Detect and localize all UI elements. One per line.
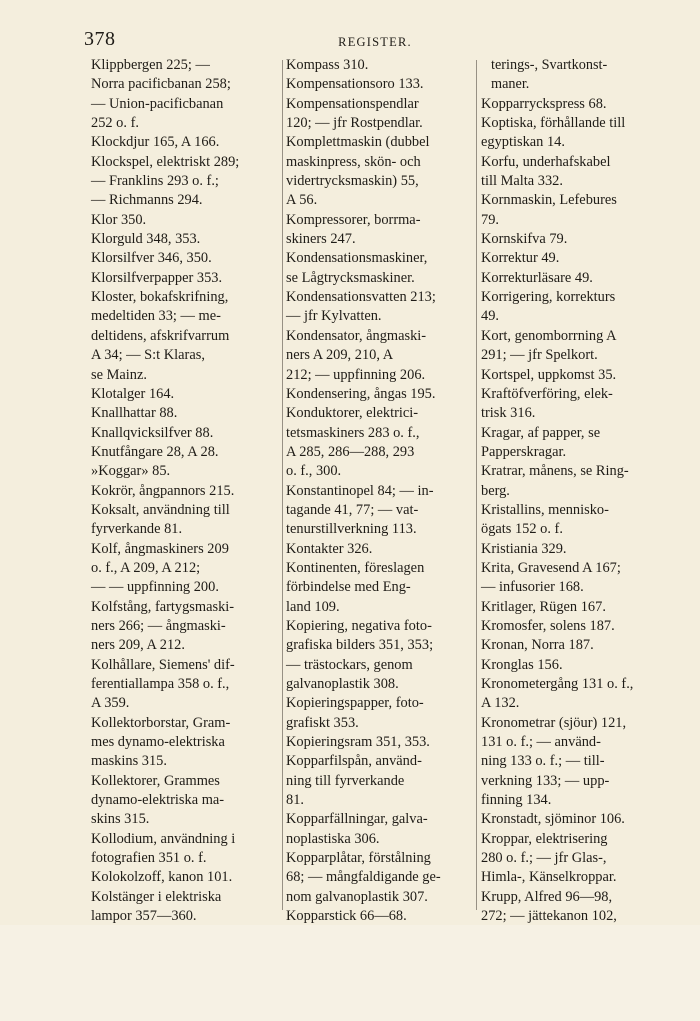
- index-entry: [286, 75, 474, 94]
- index-entry: [481, 462, 672, 501]
- entry-line: A 132.: [481, 695, 520, 712]
- entry-line: Kompass 310.: [286, 57, 369, 73]
- entry-line: Klorsilfver 346, 350.: [91, 250, 212, 267]
- index-entry: [481, 366, 672, 385]
- entry-line: tagande 41, 77; — vat-: [286, 501, 419, 518]
- entry-line: lampor 357—360.: [91, 908, 197, 925]
- entry-line: ning 133 o. f.; — till-: [481, 753, 605, 770]
- entry-line: — infusorier 168.: [481, 579, 584, 596]
- index-entry: [481, 114, 672, 153]
- entry-line: terings-, Svartkonst-: [491, 57, 608, 73]
- entry-line: vidertrycksmaskin) 55,: [286, 173, 419, 190]
- entry-line: ferentiallampa 358 o. f.,: [91, 676, 230, 692]
- entry-line: Knallqvicksilfver 88.: [91, 424, 214, 441]
- index-entry: [481, 95, 672, 114]
- entry-line: tetsmaskiners 283 o. f.,: [286, 424, 420, 441]
- entry-line: Kokrör, ångpannors 215.: [91, 482, 235, 499]
- entry-line: se Mainz.: [91, 366, 147, 383]
- entry-line: Kollektorborstar, Gram-: [91, 714, 231, 731]
- index-entry: [91, 153, 276, 211]
- entry-line: Krupp, Alfred 96—98,: [481, 888, 613, 905]
- entry-line: Kopieringspapper, foto-: [286, 695, 424, 712]
- index-entry: [286, 617, 474, 694]
- entry-line: Kontakter 326.: [286, 540, 373, 557]
- index-entry: [286, 133, 474, 210]
- index-entry: [286, 56, 474, 75]
- entry-line: Kopparstick 66—68.: [286, 908, 407, 925]
- entry-line: Korfu, underhafskabel: [481, 153, 611, 170]
- index-entry: [286, 385, 474, 404]
- entry-line: Klorsilfverpapper 353.: [91, 269, 223, 286]
- entry-line: ning till fyrverkande: [286, 772, 405, 789]
- entry-line: fotografien 351 o. f.: [91, 850, 207, 867]
- index-entry: [481, 288, 672, 327]
- entry-line: Knallhattar 88.: [91, 405, 178, 422]
- entry-line: 280 o. f.; — jfr Glas-,: [481, 850, 607, 867]
- index-entry: [91, 462, 276, 481]
- entry-line: Kronometrar (sjöur) 121,: [481, 714, 627, 731]
- index-entry: [91, 830, 276, 869]
- entry-line: Kristallins, mennisko-: [481, 501, 609, 518]
- entry-line: ners A 209, 210, A: [286, 347, 394, 364]
- entry-line: A 56.: [286, 192, 318, 209]
- entry-line: Kolstänger i elektriska: [91, 888, 222, 905]
- index-entry: [91, 482, 276, 501]
- entry-line: grafiska bilders 351, 353;: [286, 637, 434, 654]
- index-entry: [481, 559, 672, 598]
- index-column-3: [481, 56, 672, 925]
- index-entry: [286, 907, 474, 926]
- entry-line: Kolokolzoff, kanon 101.: [91, 869, 233, 886]
- index-entry: [286, 559, 474, 617]
- entry-line: Kronstadt, sjöminor 106.: [481, 811, 625, 828]
- index-entry: [286, 752, 474, 810]
- index-entry: [91, 230, 276, 249]
- page-bottom-margin: [0, 925, 700, 1021]
- index-entry: [481, 636, 672, 655]
- index-entry: [286, 327, 474, 385]
- entry-line: 120; — jfr Rostpendlar.: [286, 115, 423, 132]
- index-entry: [91, 598, 276, 656]
- index-entry: [481, 598, 672, 617]
- entry-line: Kronometergång 131 o. f.,: [481, 676, 634, 692]
- entry-line: 79.: [481, 211, 499, 228]
- entry-line: finning 134.: [481, 792, 552, 809]
- entry-line: ögats 152 o. f.: [481, 521, 563, 538]
- entry-line: dynamo-elektriska ma-: [91, 792, 225, 809]
- entry-line: Klockdjur 165, A 166.: [91, 134, 220, 151]
- entry-line: Kragar, af papper, se: [481, 424, 601, 441]
- index-entry: [481, 656, 672, 675]
- entry-line: Kondensationsvatten 213;: [286, 289, 436, 306]
- entry-line: Korrekturläsare 49.: [481, 269, 593, 286]
- entry-line: Kopparplåtar, förstålning: [286, 850, 431, 867]
- entry-line: »Koggar» 85.: [91, 463, 171, 480]
- entry-line: ners 266; — ångmaski-: [91, 617, 226, 634]
- entry-line: skins 315.: [91, 811, 150, 828]
- entry-line: Koptiska, förhållande till: [481, 115, 626, 132]
- entry-line: — Richmanns 294.: [91, 192, 203, 209]
- index-entry: [286, 482, 474, 540]
- entry-line: Kratrar, månens, se Ring-: [481, 463, 629, 480]
- entry-line: Klor 350.: [91, 211, 147, 228]
- entry-line: A 285, 286—288, 293: [286, 443, 415, 460]
- entry-line: 252 o. f.: [91, 115, 139, 132]
- index-entry: [481, 230, 672, 249]
- entry-line: Kristiania 329.: [481, 540, 567, 557]
- column-divider: [282, 60, 283, 910]
- entry-line: Konduktorer, elektrici-: [286, 405, 419, 422]
- entry-line: se Lågtrycksmaskiner.: [286, 269, 415, 286]
- entry-line: Klotalger 164.: [91, 385, 175, 402]
- entry-line: Kort, genomborrning A: [481, 327, 617, 344]
- entry-line: Kolfstång, fartygsmaski-: [91, 598, 235, 615]
- entry-line: Kroppar, elektrisering: [481, 830, 608, 847]
- entry-line: verkning 133; — upp-: [481, 772, 610, 789]
- entry-line: A 359.: [91, 695, 130, 712]
- entry-line: Konstantinopel 84; — in-: [286, 482, 434, 499]
- entry-line: Kornmaskin, Lefebures: [481, 192, 617, 209]
- entry-line: Korrigering, korrekturs: [481, 289, 616, 306]
- index-entry: [481, 714, 672, 811]
- index-entry: [481, 501, 672, 540]
- index-entry: [286, 733, 474, 752]
- entry-line: grafiskt 353.: [286, 714, 359, 731]
- entry-line: Kopieringsram 351, 353.: [286, 734, 430, 751]
- entry-line: land 109.: [286, 598, 340, 615]
- index-entry: [91, 540, 276, 598]
- entry-line: — — uppfinning 200.: [91, 579, 219, 596]
- index-entry: [481, 153, 672, 192]
- entry-line: till Malta 332.: [481, 173, 563, 190]
- index-entry: [91, 714, 276, 772]
- index-entry: [481, 424, 672, 463]
- index-entry: [286, 249, 474, 288]
- page-header: [80, 28, 670, 52]
- index-entry: [481, 675, 672, 714]
- index-entry: [481, 617, 672, 636]
- page-number: 378: [84, 28, 116, 50]
- entry-line: fyrverkande 81.: [91, 521, 183, 538]
- entry-line: 81.: [286, 792, 304, 809]
- running-title: REGISTER.: [338, 35, 412, 49]
- entry-line: o. f., 300.: [286, 463, 342, 480]
- entry-line: Kompensationsoro 133.: [286, 76, 424, 93]
- index-entry: [286, 95, 474, 134]
- entry-line: tenurstillverkning 113.: [286, 521, 417, 538]
- index-entry: [91, 385, 276, 404]
- index-entry: [91, 656, 276, 714]
- index-entry: [481, 810, 672, 829]
- entry-line: galvanoplastik 308.: [286, 676, 399, 692]
- entry-line: deltidens, afskrifvarrum: [91, 327, 230, 344]
- entry-line: Kondensator, ångmaski-: [286, 327, 427, 344]
- index-entry: [286, 849, 474, 907]
- entry-line: Kopparfilspån, använd-: [286, 753, 422, 770]
- index-entry: [481, 249, 672, 268]
- entry-line: egyptiskan 14.: [481, 134, 565, 151]
- index-entry: [91, 772, 276, 830]
- entry-line: Kromosfer, solens 187.: [481, 617, 615, 634]
- index-column-1: [91, 56, 276, 925]
- entry-line: 68; — mångfaldigande ge-: [286, 869, 441, 886]
- index-entry: [481, 830, 672, 888]
- index-entry: [91, 133, 276, 152]
- entry-line: Klorguld 348, 353.: [91, 231, 201, 248]
- entry-line: Kontinenten, föreslagen: [286, 559, 425, 576]
- index-entry: [91, 211, 276, 230]
- entry-line: Kopparfällningar, galva-: [286, 811, 428, 828]
- index-entry: [286, 694, 474, 733]
- entry-line: Kronan, Norra 187.: [481, 637, 594, 654]
- entry-line: Kollektorer, Grammes: [91, 772, 220, 789]
- entry-line: Knutfångare 28, A 28.: [91, 443, 219, 460]
- index-entry: [481, 56, 672, 95]
- entry-line: Kollodium, användning i: [91, 830, 236, 847]
- index-entry: [286, 404, 474, 481]
- entry-line: Kompressorer, borrma-: [286, 211, 421, 228]
- entry-line: Norra pacificbanan 258;: [91, 76, 231, 93]
- index-entry: [91, 501, 276, 540]
- entry-line: Kritlager, Rügen 167.: [481, 598, 606, 615]
- index-column-2: [286, 56, 474, 925]
- entry-line: Kondensering, ångas 195.: [286, 385, 436, 402]
- entry-line: noplastiska 306.: [286, 830, 380, 847]
- entry-line: — Franklins 293 o. f.;: [91, 173, 219, 190]
- entry-line: Kraftöfverföring, elek-: [481, 385, 613, 402]
- index-entry: [286, 540, 474, 559]
- entry-line: 212; — uppfinning 206.: [286, 366, 426, 383]
- entry-line: förbindelse med Eng-: [286, 579, 411, 596]
- index-entry: [286, 288, 474, 327]
- entry-line: — Union-pacificbanan: [91, 95, 224, 112]
- entry-line: maner.: [491, 76, 530, 93]
- entry-line: Papperskragar.: [481, 443, 567, 460]
- entry-line: 131 o. f.; — använd-: [481, 734, 601, 751]
- index-entry: [481, 269, 672, 288]
- entry-line: maskinpress, skön- och: [286, 153, 421, 170]
- entry-line: medeltiden 33; — me-: [91, 308, 221, 325]
- entry-line: 272; — jättekanon 102,: [481, 908, 617, 925]
- entry-line: nom galvanoplastik 307.: [286, 888, 428, 905]
- entry-line: Krita, Gravesend A 167;: [481, 559, 621, 576]
- index-entry: [91, 269, 276, 288]
- entry-line: Klockspel, elektriskt 289;: [91, 153, 240, 170]
- entry-line: Koksalt, användning till: [91, 501, 230, 518]
- entry-line: Klippbergen 225; —: [91, 57, 210, 73]
- entry-line: trisk 316.: [481, 405, 536, 422]
- entry-line: Kolhållare, Siemens' dif-: [91, 656, 235, 673]
- index-entry: [481, 327, 672, 366]
- index-entry: [91, 288, 276, 385]
- entry-line: mes dynamo-elektriska: [91, 734, 225, 751]
- entry-line: Kloster, bokafskrifning,: [91, 289, 229, 306]
- entry-line: Kopiering, negativa foto-: [286, 617, 432, 634]
- index-entry: [91, 249, 276, 268]
- entry-line: Himla-, Känselkroppar.: [481, 869, 617, 886]
- index-entry: [481, 385, 672, 424]
- entry-line: Kornskifva 79.: [481, 231, 568, 248]
- entry-line: Kronglas 156.: [481, 656, 563, 673]
- entry-line: 49.: [481, 308, 499, 325]
- entry-line: ners 209, A 212.: [91, 637, 185, 654]
- index-entry: [286, 810, 474, 849]
- entry-line: maskins 315.: [91, 753, 167, 770]
- entry-line: Kortspel, uppkomst 35.: [481, 366, 617, 383]
- index-entry: [91, 888, 276, 927]
- entry-line: Komplettmaskin (dubbel: [286, 134, 430, 151]
- entry-line: — jfr Kylvatten.: [286, 308, 382, 325]
- index-entry: [91, 404, 276, 423]
- entry-line: Korrektur 49.: [481, 250, 560, 267]
- column-divider: [476, 60, 477, 910]
- index-entry: [481, 191, 672, 230]
- entry-line: skiners 247.: [286, 231, 356, 248]
- index-entry: [91, 56, 276, 133]
- entry-line: — trästockars, genom: [286, 656, 413, 673]
- index-entry: [91, 868, 276, 887]
- index-entry: [481, 540, 672, 559]
- entry-line: o. f., A 209, A 212;: [91, 559, 201, 576]
- index-entry: [91, 424, 276, 443]
- entry-line: A 34; — S:t Klaras,: [91, 347, 205, 364]
- entry-line: Kolf, ångmaskiners 209: [91, 540, 229, 557]
- entry-line: Kompensationspendlar: [286, 95, 419, 112]
- entry-line: Kondensationsmaskiner,: [286, 250, 428, 267]
- entry-line: berg.: [481, 482, 510, 499]
- index-entry: [91, 443, 276, 462]
- entry-line: 291; — jfr Spelkort.: [481, 347, 598, 364]
- entry-line: Kopparryckspress 68.: [481, 95, 607, 112]
- index-entry: [286, 211, 474, 250]
